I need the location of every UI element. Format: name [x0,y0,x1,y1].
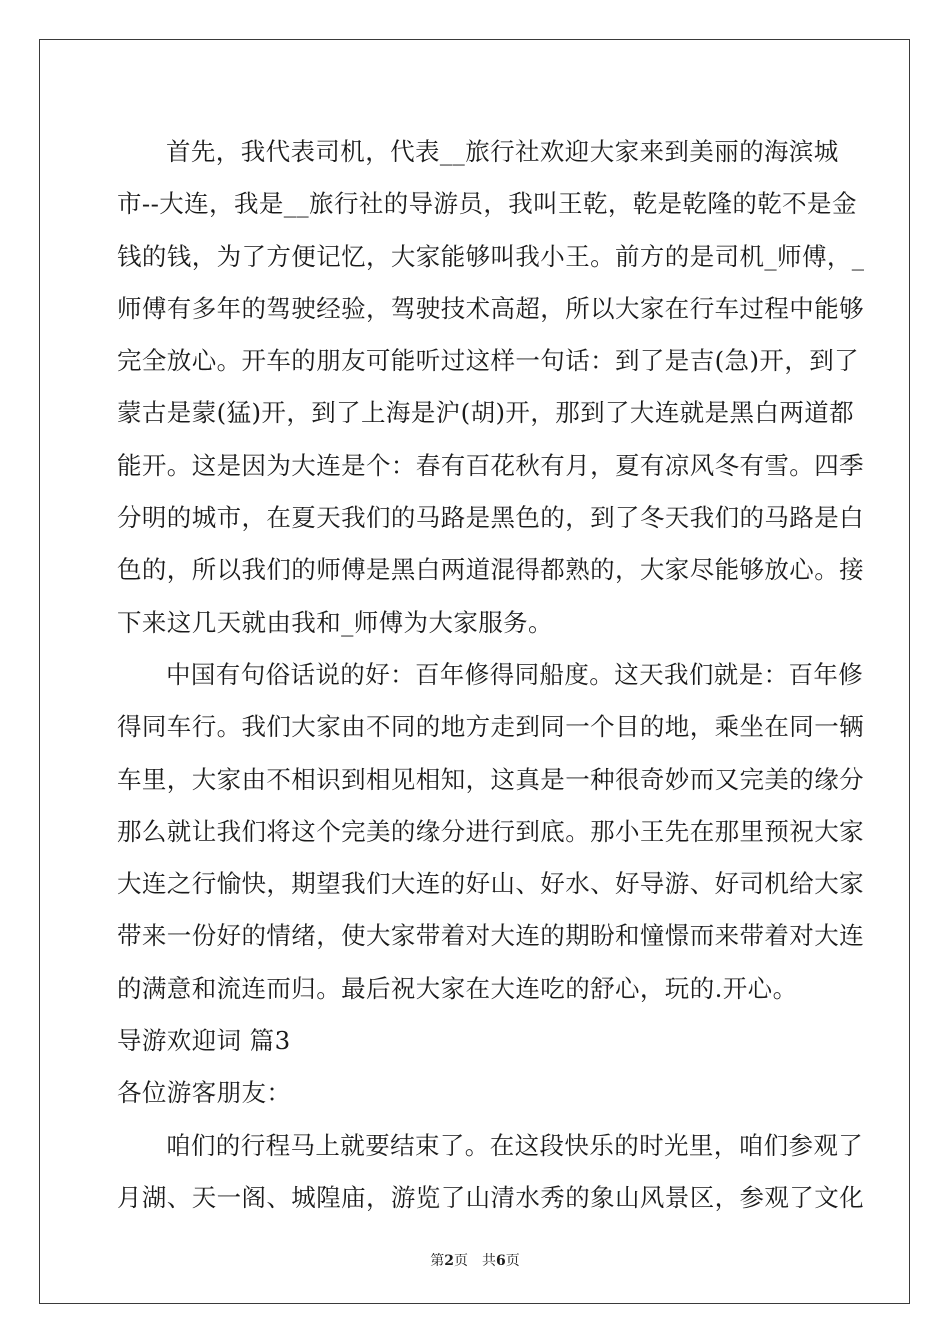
text-line: 能开。这是因为大连是个：春有百花秋有月，夏有凉风冬有雪。四季 [117,450,864,480]
page-label-prefix: 第 [430,1253,445,1269]
text-line: 首先，我代表司机，代表__旅行社欢迎大家来到美丽的海滨城 [166,137,839,166]
text-line: 师傅有多年的驾驶经验，驾驶技术高超，所以大家在行车过程中能够 [117,293,864,323]
text-line: 蒙古是蒙(猛)开，到了上海是沪(胡)开，那到了大连就是黑白两道都 [117,398,855,428]
text-line: 月湖、天一阁、城隍庙，游览了山清水秀的象山风景区，参观了文化 [117,1182,864,1212]
page-number-footer [0,1250,950,1270]
current-page-number: 2 [444,1253,454,1269]
page-label-suffix: 页 [454,1253,468,1269]
text-line: 色的，所以我们的师傅是黑白两道混得都熟的，大家尽能够放心。接 [117,555,864,585]
text-line: 的满意和流连而归。最后祝大家在大连吃的舒心，玩的.开心。 [117,973,798,1003]
text-line: 分明的城市，在夏天我们的马路是黑色的，到了冬天我们的马路是白 [117,503,864,533]
text-line: 带来一份好的情绪，使大家带着对大连的期盼和憧憬而来带着对大连 [117,921,864,951]
text-line: 车里，大家由不相识到相见相知，这真是一种很奇妙而又完美的缘分 [117,764,864,794]
salutation: 各位游客朋友： [117,1078,292,1108]
text-line: 咱们的行程马上就要结束了。在这段快乐的时光里，咱们参观了 [166,1130,864,1160]
text-line: 下来这几天就由我和_师傅为大家服务。 [117,607,553,637]
text-line: 大连之行愉快，期望我们大连的好山、好水、好导游、好司机给大家 [117,869,864,899]
text-line: 市--大连，我是__旅行社的导游员，我叫王乾，乾是乾隆的乾不是金 [117,189,857,219]
section-heading: 导游欢迎词 篇3 [117,1026,291,1056]
text-line: 那么就让我们将这个完美的缘分进行到底。那小王先在那里预祝大家 [117,816,864,846]
text-line: 中国有句俗话说的好：百年修得同船度。这天我们就是：百年修 [166,659,864,689]
total-label-suffix: 页 [505,1253,520,1269]
text-line: 钱的钱，为了方便记忆，大家能够叫我小王。前方的是司机_师傅，_ [117,241,865,271]
document-body [117,126,865,1224]
text-line: 完全放心。开车的朋友可能听过这样一句话：到了是吉(急)开，到了 [117,346,860,376]
total-label-prefix: 共 [482,1253,496,1269]
text-line: 得同车行。我们大家由不同的地方走到同一个目的地，乘坐在同一辆 [117,712,864,742]
total-page-number: 6 [496,1253,506,1269]
